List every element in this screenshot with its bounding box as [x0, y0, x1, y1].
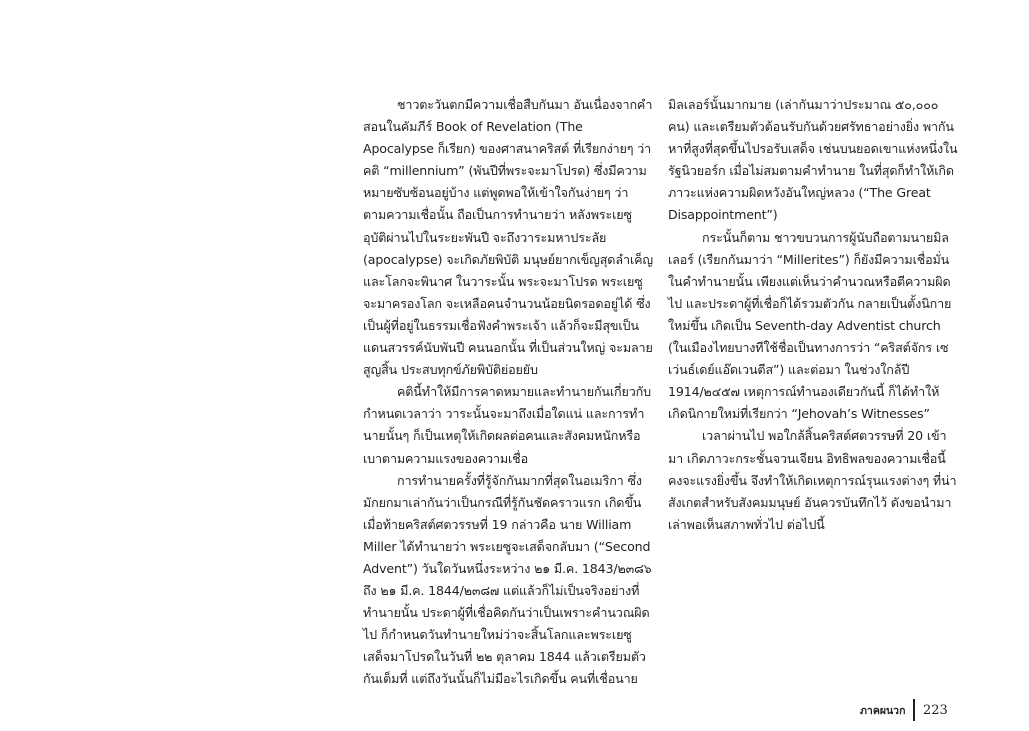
paragraph-twentieth-century: เวลาผ่านไป พอใกล้สิ้นคริสต์ศตวรรษที่ 20 เข้ามา เกิดภาวะกระชั้นจวนเจียน อิทธิพลของความเชื่อนี้คงจะแรงยิ่งขึ้น จึงทำให้เกิดเหตุการณ์รุนแรงต่างๆ ที่น่าสังเกตสำหรับสังคมมนุษย์ อันควรบันทึกไว้ ดังขอนำมาเล่าพอเห็นสภาพทั่วไป ต่อไปนี้: [668, 428, 957, 532]
page-number: 223: [922, 702, 948, 718]
paragraph-great-disappointment: มิลเลอร์นั้นมากมาย (เล่ากันมาว่าประมาณ ๕๐,๐๐๐ คน) และเตรียมตัวต้อนรับกันด้วยศรัทธาอย่างยิ่ง พากันหาที่สูงที่สุดขึ้นไปรอรับเสด็จ เช่นบนยอดเขาแห่งหนึ่งในรัฐนิวยอร์ก เมื่อไม่สมตามคำทำนาย ในที่สุดก็ทำให้เกิดภาวะแห่งความผิดหวังอันใหญ่หลวง (“The Great Disappointment”): [668, 97, 958, 223]
paragraph-prediction-timing: คตินี้ทำให้มีการคาดหมายและทำนายกันเกี่ยวกับกำหนดเวลาว่า วาระนั้นจะมาถึงเมื่อใดแน่ และการทำนายนั้นๆ ก็เป็นเหตุให้เกิดผลต่อคนและสังคมหนักหรือเบาตามความแรงของความเชื่อ: [363, 384, 651, 466]
footer-section-name: ภาคผนวก: [860, 704, 906, 717]
paragraph-millennium-belief: ชาวตะวันตกมีความเชื่อสืบกันมา อันเนื่องจากคำสอนในคัมภีร์ Book of Revelation (The Apocalypse ก็เรียก) ของศาสนาคริสต์ ที่เรียกง่ายๆ ว่า คติ “millennium” (พันปีที่พระจะมาโปรด) ซึ่งมีความหมายซับซ้อนอยู่บ้าง แต่พูดพอให้เข้าใจกันง่ายๆ ว่า ตามความเชื่อนั้น ถือเป็นการทำนายว่า หลังพระเยซูอุบัติผ่านไปในระยะพันปี จะถึงวาระมหาประลัย (apocalypse) จะเกิดภัยพิบัติ มนุษย์ยากเข็ญสุดลำเค็ญและโลกจะพินาศ ในวาระนั้น พระจะมาโปรด พระเยซูจะมาครองโลก จะเหลือคนจำนวนน้อยนิดรอดอยู่ได้ ซึ่งเป็นผู้ที่อยู่ในธรรมเชื่อฟังคำพระเจ้า แล้วก็จะมีสุขเป็นแดนสวรรค์นับพันปี คนนอกนั้น ที่เป็นส่วนใหญ่ จะมลายสูญสิ้น ประสบทุกข์ภัยพิบัติย่อยยับ: [363, 97, 653, 378]
right-text-column: [668, 94, 958, 536]
page-footer: [860, 698, 948, 722]
paragraph-millerites: กระนั้นก็ตาม ชาวขบวนการผู้นับถือตามนายมิลเลอร์ (เรียกกันมาว่า “Millerites”) ก็ยังมีความเชื่อมั่นในคำทำนายนั้น เพียงแต่เห็นว่าคำนวณหรือตีความผิดไป และประดาผู้ที่เชื่อก็ได้รวมตัวกัน กลายเป็นตั้งนิกายใหม่ขึ้น เกิดเป็น Seventh-day Adventist church (ในเมืองไทยบางทีใช้ชื่อเป็นทางการว่า “คริสต์จักร เซเว่นธ์เดย์แอ๊ดเวนตีส”) และต่อมา ในช่วงใกล้ปี 1914/๒๔๕๗ เหตุการณ์ทำนองเดียวกันนี้ ก็ได้ทำให้เกิดนิกายใหม่ที่เรียกว่า “Jehovah’s Witnesses”: [668, 229, 952, 422]
left-text-column: [363, 94, 653, 691]
paragraph-william-miller: การทำนายครั้งที่รู้จักกันมากที่สุดในอเมริกา ซึ่งมักยกมาเล่ากันว่าเป็นกรณีที่รู้กันชัดคราวแรก เกิดขึ้นเมื่อท้ายคริสต์ศตวรรษที่ 19 กล่าวคือ นาย William Miller ได้ทำนายว่า พระเยซูจะเสด็จกลับมา (“Second Advent”) วันใดวันหนึ่งระหว่าง ๒๑ มี.ค. 1843/๒๓๘๖ ถึง ๒๑ มี.ค. 1844/๒๓๘๗ แต่แล้วก็ไม่เป็นจริงอย่างที่ทำนายนั้น ประดาผู้ที่เชื่อคิดกันว่าเป็นเพราะคำนวณผิดไป ก็กำหนดวันทำนายใหม่ว่าจะสิ้นโลกและพระเยซูเสด็จมาโปรดในวันที่ ๒๒ ตุลาคม 1844 แล้วเตรียมตัวกันเต็มที่ แต่ถึงวันนั้นก็ไม่มีอะไรเกิดขึ้น คนที่เชื่อนาย: [363, 472, 652, 687]
